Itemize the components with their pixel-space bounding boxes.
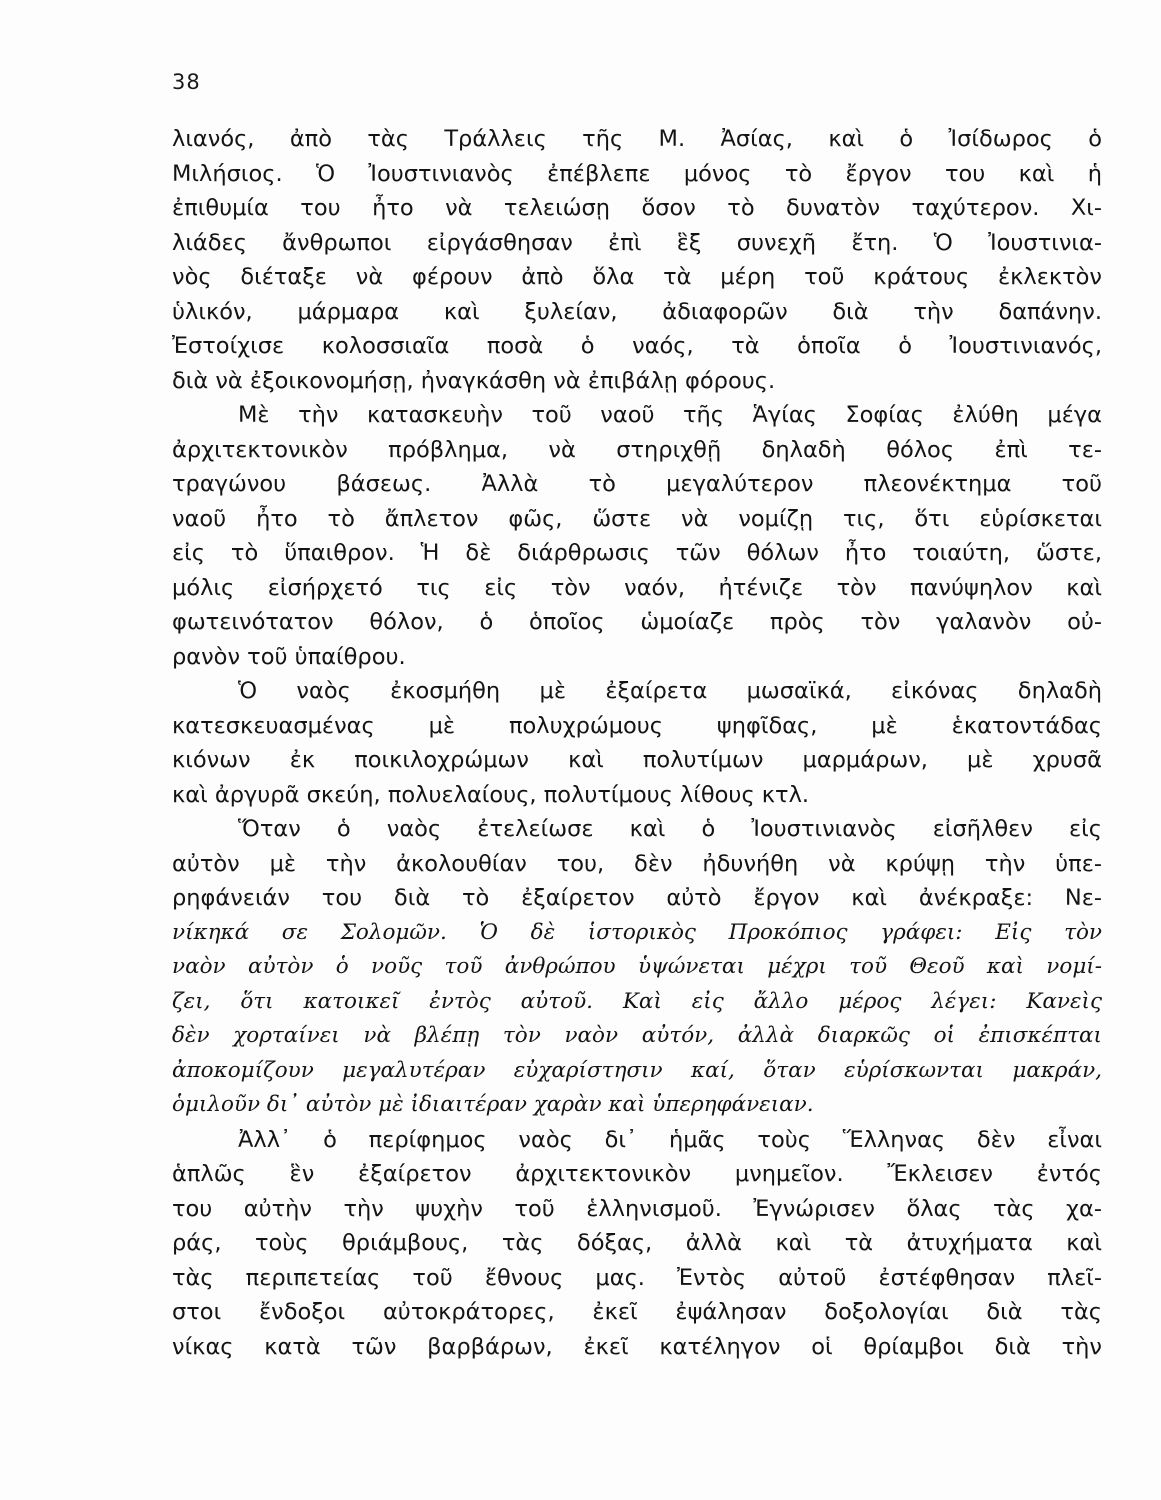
text-line: ἁπλῶς ἓν ἐξαίρετον ἀρχιτεκτονικὸν μνημεῖον. Ἔκλεισεν ἐντός (172, 1161, 1102, 1187)
text-line: μόλις εἰσήρχετό τις εἰς τὸν ναόν, ἠτένιζε τὸν πανύψηλον καὶ (172, 574, 1102, 601)
text-line: ναοῦ ἦτο τὸ ἄπλετον φῶς, ὥστε νὰ νομίζῃ τις, ὅτι εὑρίσκεται (172, 505, 1102, 532)
text-line: του αὐτὴν τὴν ψυχὴν τοῦ ἑλληνισμοῦ. Ἐγνώρισεν ὅλας τὰς χα- (172, 1195, 1102, 1222)
text-line: νίκηκά σε Σολομῶν. Ὁ δὲ ἱστορικὸς Προκόπιος γράφει: Εἰς τὸν (172, 919, 1102, 945)
text-line: Ὁ ναὸς ἐκοσμήθη μὲ ἐξαίρετα μωσαϊκά, εἰκόνας δηλαδὴ (238, 678, 1102, 704)
text-line: ράς, τοὺς θριάμβους, τὰς δόξας, ἀλλὰ καὶ τὰ ἀτυχήματα καὶ (172, 1230, 1102, 1256)
text-line: φωτεινότατον θόλον, ὁ ὁποῖος ὡμοίαζε πρὸς τὸν γαλανὸν οὐ- (172, 609, 1102, 635)
text-line: στοι ἔνδοξοι αὐτοκράτορες, ἐκεῖ ἐψάλησαν δοξολογίαι διὰ τὰς (172, 1299, 1102, 1325)
text-line: λιάδες ἄνθρωποι εἰργάσθησαν ἐπὶ ἓξ συνεχῆ ἔτη. Ὁ Ἰουστινια- (172, 229, 1102, 256)
text-line: λιανός, ἀπὸ τὰς Τράλλεις τῆς Μ. Ἀσίας, καὶ ὁ Ἰσίδωρος ὁ (172, 126, 1102, 152)
text-line: εἰς τὸ ὕπαιθρον. Ἡ δὲ διάρθρωσις τῶν θόλων ἦτο τοιαύτη, ὥστε, (172, 540, 1102, 566)
text-line: διὰ νὰ ἐξοικονομήσῃ, ἠναγκάσθη νὰ ἐπιβάλῃ φόρους. (172, 367, 776, 394)
text-line: νὸς διέταξε νὰ φέρουν ἀπὸ ὅλα τὰ μέρη τοῦ κράτους ἐκλεκτὸν (172, 264, 1102, 290)
text-line: ρανὸν τοῦ ὑπαίθρου. (172, 643, 406, 670)
text-line: ρηφάνειάν του διὰ τὸ ἐξαίρετον αὐτὸ ἔργον καὶ ἀνέκραξε: Νε- (172, 885, 1102, 911)
text-line: νίκας κατὰ τῶν βαρβάρων, ἐκεῖ κατέληγον οἱ θρίαμβοι διὰ τὴν (172, 1333, 1102, 1360)
text-line: ἐπιθυμία του ἦτο νὰ τελειώσῃ ὅσον τὸ δυνατὸν ταχύτερον. Χι- (172, 195, 1102, 221)
text-line: τὰς περιπετείας τοῦ ἔθνους μας. Ἐντὸς αὐτοῦ ἐστέφθησαν πλεῖ- (172, 1264, 1102, 1291)
text-line: Ὅταν ὁ ναὸς ἐτελείωσε καὶ ὁ Ἰουστινιανὸς εἰσῆλθεν εἰς (238, 816, 1102, 842)
body-text (172, 122, 1102, 1364)
text-line: Μιλήσιος. Ὁ Ἰουστινιανὸς ἐπέβλεπε μόνος τὸ ἔργον του καὶ ἡ (172, 160, 1102, 187)
text-line: καὶ ἀργυρᾶ σκεύη, πολυελαίους, πολυτίμους λίθους κτλ. (172, 781, 810, 808)
text-line: κατεσκευασμένας μὲ πολυχρώμους ψηφῖδας, μὲ ἑκατοντάδας (172, 712, 1102, 739)
text-line: κιόνων ἐκ ποικιλοχρώμων καὶ πολυτίμων μαρμάρων, μὲ χρυσᾶ (172, 747, 1102, 773)
text-line: ἀρχιτεκτονικὸν πρόβλημα, νὰ στηριχθῇ δηλαδὴ θόλος ἐπὶ τε- (172, 436, 1102, 463)
text-line: ἀποκομίζουν μεγαλυτέραν εὐχαρίστησιν καί, ὅταν εὑρίσκωνται μακράν, (172, 1057, 1102, 1083)
text-line: Ἀλλ᾽ ὁ περίφημος ναὸς δι᾽ ἡμᾶς τοὺς Ἕλληνας δὲν εἶναι (238, 1126, 1102, 1153)
text-line: ζει, ὅτι κατοικεῖ ἐντὸς αὐτοῦ. Καὶ εἰς ἄλλο μέρος λέγει: Κανεὶς (172, 988, 1102, 1014)
text-line: Μὲ τὴν κατασκευὴν τοῦ ναοῦ τῆς Ἁγίας Σοφίας ἐλύθη μέγα (238, 402, 1102, 428)
text-line: τραγώνου βάσεως. Ἀλλὰ τὸ μεγαλύτερον πλεονέκτημα τοῦ (172, 471, 1102, 497)
text-line: δὲν χορταίνει νὰ βλέπῃ τὸν ναὸν αὐτόν, ἀλλὰ διαρκῶς οἱ ἐπισκέπται (172, 1023, 1102, 1048)
text-line: ὁμιλοῦν δι᾽ αὐτὸν μὲ ἰδιαιτέραν χαρὰν καὶ ὑπερηφάνειαν. (172, 1092, 814, 1117)
text-line: αὐτὸν μὲ τὴν ἀκολουθίαν του, δὲν ἠδυνήθη νὰ κρύψῃ τὴν ὑπε- (172, 850, 1102, 877)
text-line: Ἐστοίχισε κολοσσιαῖα ποσὰ ὁ ναός, τὰ ὁποῖα ὁ Ἰουστινιανός, (172, 333, 1102, 359)
text-line: ναὸν αὐτὸν ὁ νοῦς τοῦ ἀνθρώπου ὑψώνεται μέχρι τοῦ Θεοῦ καὶ νομί- (172, 954, 1102, 979)
text-line: ὑλικόν, μάρμαρα καὶ ξυλείαν, ἀδιαφορῶν διὰ τὴν δαπάνην. (172, 298, 1102, 325)
page-number: 38 (172, 70, 201, 94)
